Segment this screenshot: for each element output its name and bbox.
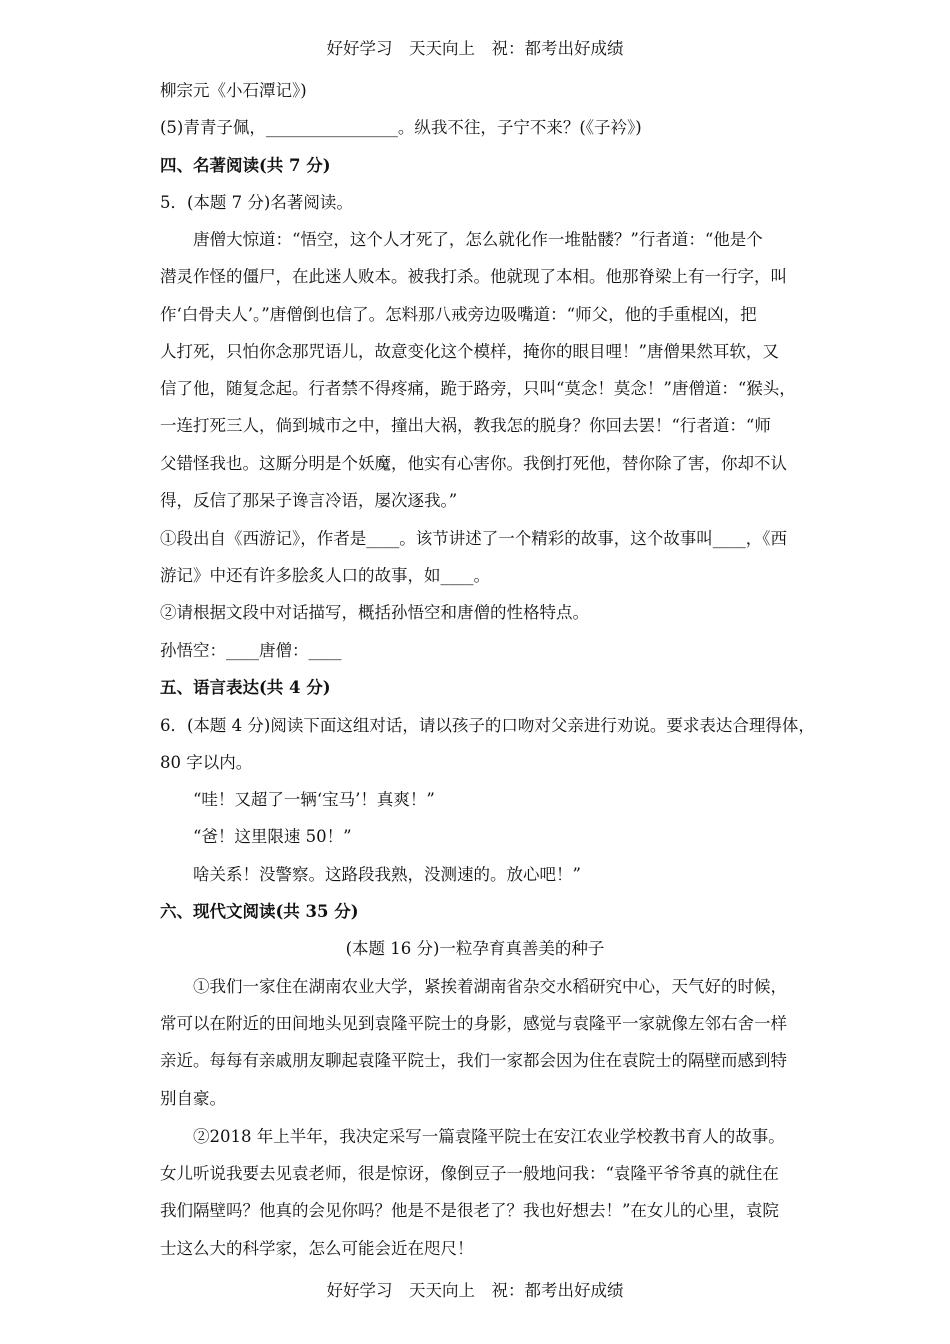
text-line: (5)青青子佩，________________。纵我不往，子宁不来？(《子衿》) xyxy=(160,118,642,137)
text-line: ①段出自《西游记》，作者是____。该节讲述了一个精彩的故事，这个故事叫____，《西 xyxy=(160,529,787,548)
dialogue-line: 啥关系！没警察。这路段我熟，没测速的。放心吧！” xyxy=(160,865,581,884)
section-heading: 六、现代文阅读(共 35 分) xyxy=(160,902,359,921)
text-line: 潜灵作怪的僵尸，在此迷人败本。被我打杀。他就现了本相。他那脊梁上有一行字，叫 xyxy=(160,267,787,286)
text-line: 人打死，只怕你念那咒语儿，故意变化这个模样，掩你的眼目哩！”唐僧果然耳软，又 xyxy=(160,342,779,361)
text-line: 父错怪我也。这厮分明是个妖魔，他实有心害你。我倒打死他，替你除了害，你却不认 xyxy=(160,454,787,473)
text-line: 别自豪。 xyxy=(160,1089,226,1108)
page-footer: 好好学习 天天向上 祝：都考出好成绩 xyxy=(326,1281,624,1300)
section-heading: 四、名著阅读(共 7 分) xyxy=(160,156,331,175)
question-title: 6．(本题 4 分)阅读下面这组对话，请以孩子的口吻对父亲进行劝说。要求表达合理得体， xyxy=(160,716,815,735)
text-line: 80 字以内。 xyxy=(160,753,253,772)
text-line: 游记》中还有许多脍炙人口的故事，如____。 xyxy=(160,566,490,585)
dialogue-line: “爸！这里限速 50！” xyxy=(160,827,352,846)
text-line: 常可以在附近的田间地头见到袁隆平院士的身影，感觉与袁隆平一家就像左邻右舍一样 xyxy=(160,1014,787,1033)
page-header: 好好学习 天天向上 祝：都考出好成绩 xyxy=(326,39,624,58)
text-line: 女儿听说我要去见袁老师，很是惊讶，像倒豆子一般地问我：“袁隆平爷爷真的就住在 xyxy=(160,1164,779,1183)
section-heading: 五、语言表达(共 4 分) xyxy=(160,678,331,697)
text-line: 士这么大的科学家，怎么可能会近在咫尺！ xyxy=(160,1239,474,1258)
text-line: ②2018 年上半年，我决定采写一篇袁隆平院士在安江农业学校教书育人的故事。 xyxy=(160,1127,785,1146)
text-line: 信了他，随复念起。行者禁不得疼痛，跪于路旁，只叫“莫念！莫念！”唐僧道：“猴头， xyxy=(160,379,796,398)
text-line: 得，反信了那呆子谗言冷语，屡次逐我。” xyxy=(160,491,458,510)
text-line: 我们隔壁吗？他真的会见你吗？他是不是很老了？我也好想去！”在女儿的心里，袁院 xyxy=(160,1201,779,1220)
article-title: (本题 16 分)一粒孕育真善美的种子 xyxy=(345,939,605,958)
text-line: 一连打死三人，倘到城市之中，撞出大祸，教我怎的脱身？你回去罢！“行者道：“师 xyxy=(160,416,771,435)
text-line: ②请根据文段中对话描写，概括孙悟空和唐僧的性格特点。 xyxy=(160,603,589,622)
text-line: 唐僧大惊道：“悟空，这个人才死了，怎么就化作一堆骷髅？”行者道：“他是个 xyxy=(160,230,763,249)
text-line: ①我们一家住在湖南农业大学，紧挨着湖南省杂交水稻研究中心，天气好的时候， xyxy=(160,977,787,996)
question-title: 5．(本题 7 分)名著阅读。 xyxy=(160,193,353,212)
text-line: 亲近。每每有亲戚朋友聊起袁隆平院士，我们一家都会因为住在袁院士的隔壁而感到特 xyxy=(160,1051,787,1070)
text-line: 柳宗元《小石潭记》) xyxy=(160,81,307,100)
text-line: 孙悟空：____唐僧：____ xyxy=(160,641,342,660)
text-line: 作‘白骨夫人’。”唐僧倒也信了。怎料那八戒旁边吸嘴道：“师父，他的手重棍凶，把 xyxy=(160,305,757,324)
dialogue-line: “哇！又超了一辆‘宝马’！真爽！” xyxy=(160,790,435,809)
